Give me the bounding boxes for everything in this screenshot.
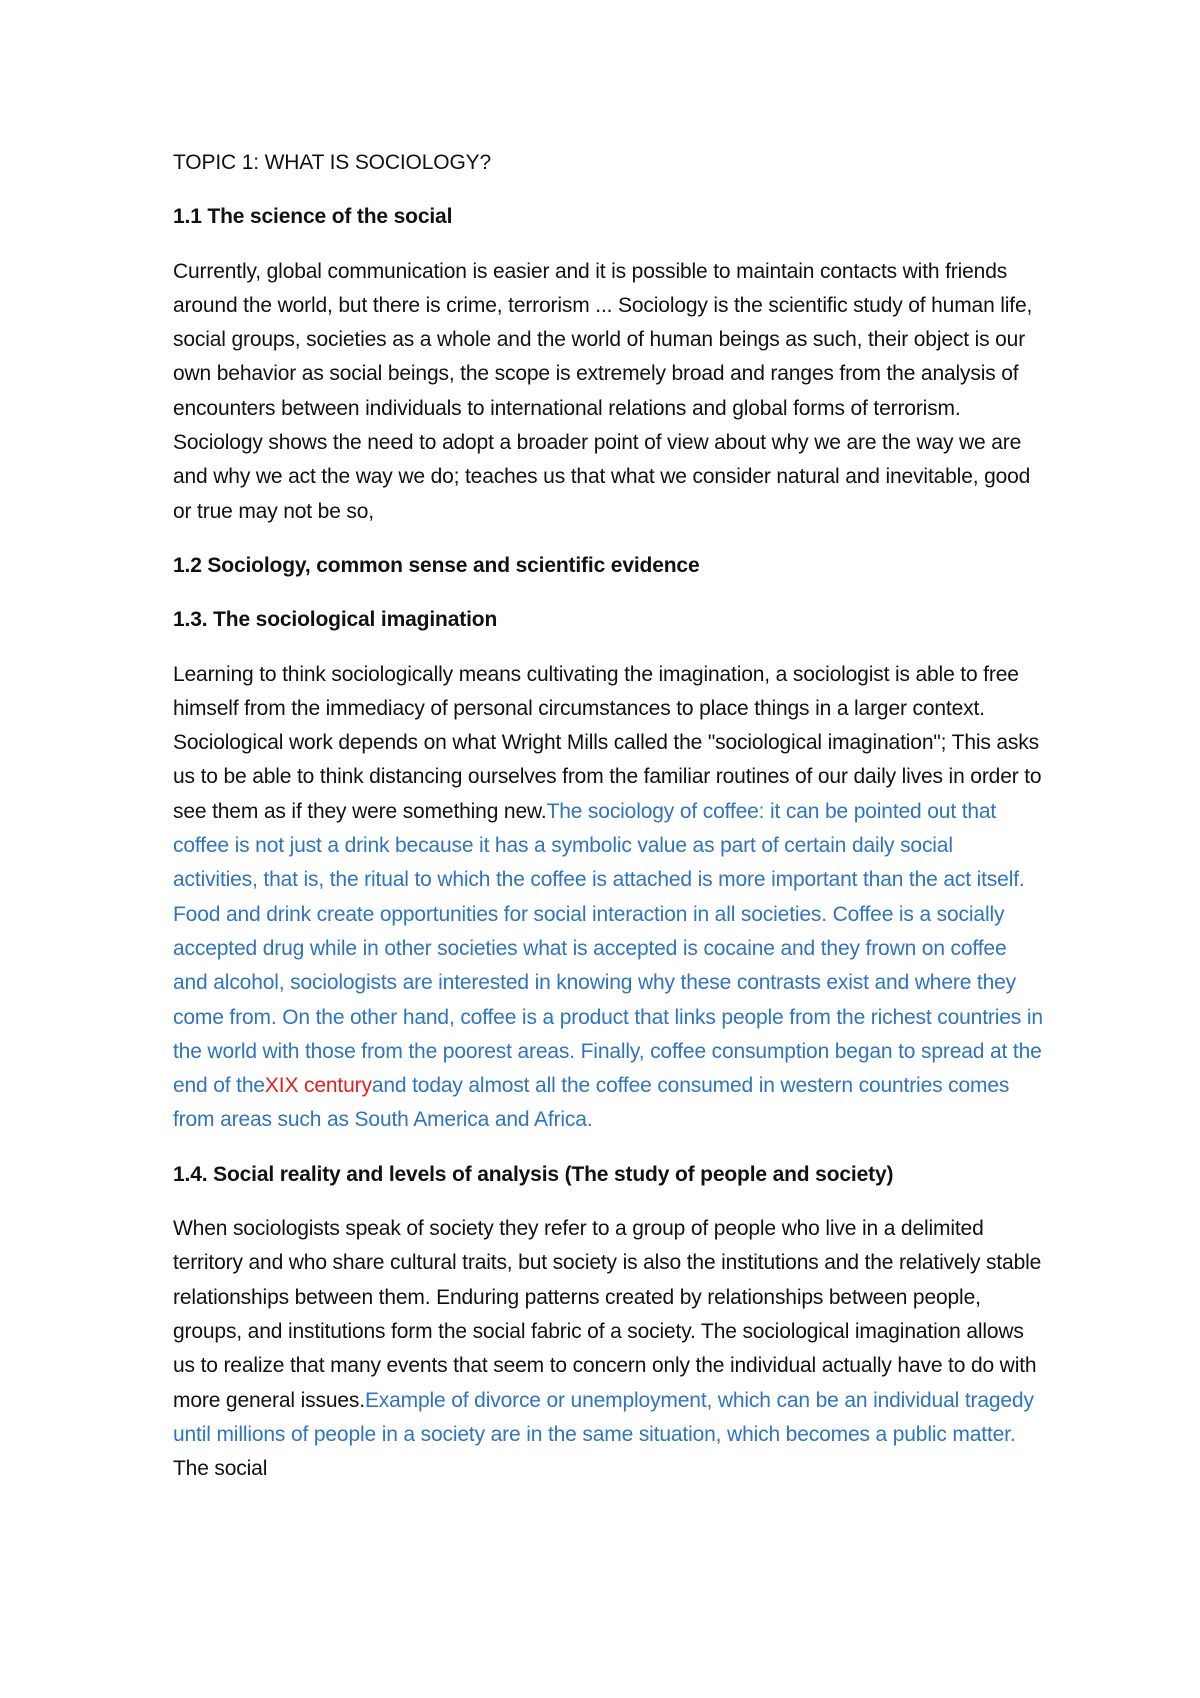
section-1-heading: 1.1 The science of the social [173, 205, 453, 229]
divorce-example-text: Example of divorce or unemployment, which can be an individual tragedy until millions of people in a society are in the same situation, which becomes a public matter. [173, 1388, 1034, 1446]
section-3-text: Learning to think sociologically means cultivating the imagination, a sociologist is able to free himself from the immediacy of personal circumstances to place things in a larger context. Sociological work depends on what Wright Mills called the "sociological imagination"; This asks us to be able to think distancing ourselves from the familiar routines of our daily lives in order to see them as if they were something new. [173, 662, 1042, 823]
section-4-paragraph [173, 1212, 1043, 1486]
section-4-text: When sociologists speak of society they refer to a group of people who live in a delimited territory and who share cultural traits, but society is also the institutions and the relatively stable relationships between them. Enduring patterns created by relationships between people, groups, and institutions form the social fabric of a society. The sociological imagination allows us to realize that many events that seem to concern only the individual actually have to do with more general issues. [173, 1217, 1042, 1412]
section-4-tail-text: The social [173, 1457, 268, 1481]
document-title: TOPIC 1: WHAT IS SOCIOLOGY? [173, 151, 492, 174]
section-4-heading: 1.4. Social reality and levels of analysis (The study of people and society) [173, 1162, 894, 1186]
highlighted-century-text: XIX century [264, 1074, 372, 1098]
section-3-paragraph [173, 658, 1043, 1138]
section-3-heading: 1.3. The sociological imagination [173, 608, 498, 632]
section-1-paragraph: Currently, global communication is easier and it is possible to maintain contacts with friends around the world, but there is crime, terrorism ... Sociology is the scientific study of human life, social groups, societies as a whole and the world of human beings as such, their object is our own behavior as social beings, the scope is extremely broad and ranges from the analysis of encounters between individuals to international relations and global forms of terrorism. Sociology shows the need to adopt a broader point of view about why we are the way we are and why we act the way we do; teaches us that what we consider natural and inevitable, good or true may not be so, [173, 259, 1033, 523]
document-body [173, 146, 1043, 1506]
coffee-example-text-end: and today almost all the coffee consumed in western countries comes from areas such as South America and Africa. [173, 1074, 1010, 1132]
section-2-heading: 1.2 Sociology, common sense and scientific evidence [173, 553, 700, 577]
coffee-example-text: The sociology of coffee: it can be pointed out that coffee is not just a drink because it has a symbolic value as part of certain daily social activities, that is, the ritual to which the coffee is attached is more important than the act itself. Food and drink create opportunities for social interaction in all societies. Coffee is a socially accepted drug while in other societies what is accepted is cocaine and they frown on coffee and alcohol, sociologists are interested in knowing why these contrasts exist and where they come from. On the other hand, coffee is a product that links people from the richest countries in the world with those from the poorest areas. Finally, coffee consumption began to spread at the end of the [173, 799, 1043, 1098]
